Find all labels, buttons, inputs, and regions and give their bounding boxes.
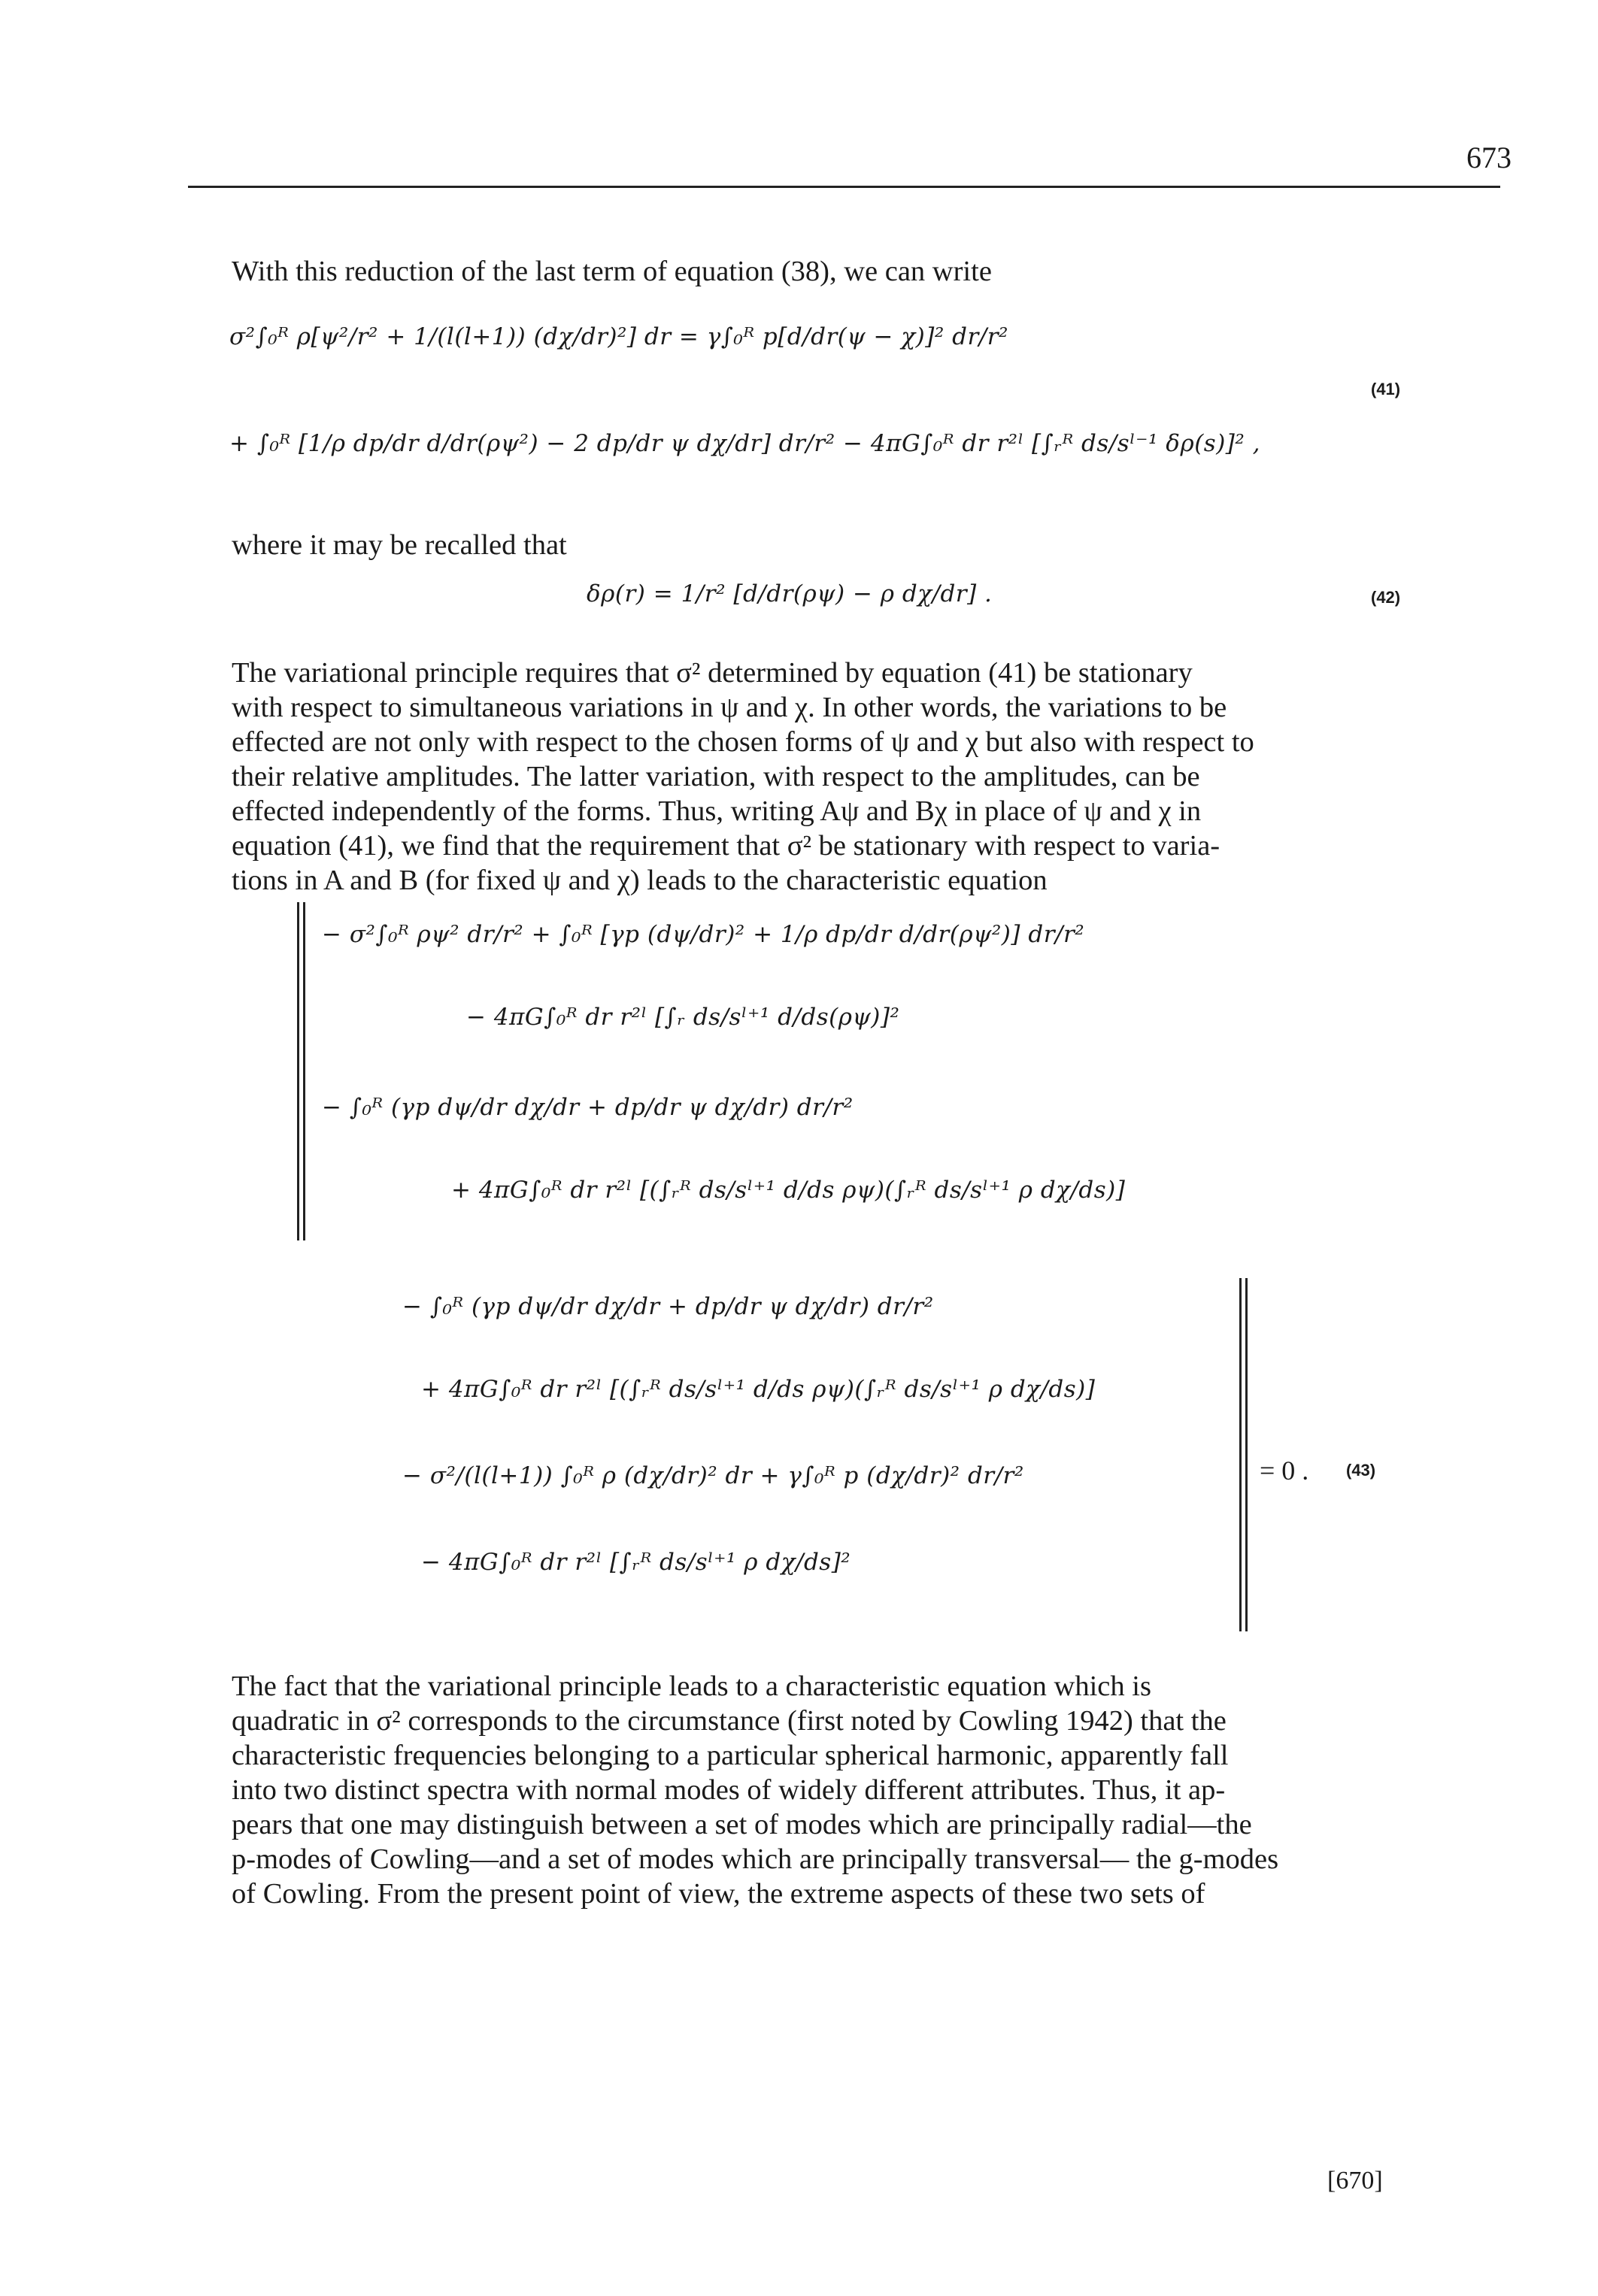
equation-43-equals-zero: = 0 . [1260, 1455, 1309, 1486]
paragraph-line: equation (41), we find that the requirement that σ² be stationary with respect to varia- [232, 830, 1220, 862]
paragraph-line: The variational principle requires that σ² determined by equation (41) be stationary [232, 657, 1193, 689]
paragraph-line: characteristic frequencies belonging to a particular spherical harmonic, apparently fall [232, 1740, 1229, 1771]
equation-43-number: (43) [1346, 1461, 1376, 1480]
paragraph-cowling-modes [232, 1669, 1382, 1911]
equation-43-element-21-cont: + 4πG∫₀ᴿ dr r²ˡ [(∫ᵣᴿ ds/sˡ⁺¹ d/ds ρψ)(∫ᵣᴿ ds/sˡ⁺¹ ρ dχ/ds)] [421, 1376, 1096, 1403]
paragraph-line: tions in A and B (for fixed ψ and χ) leads to the characteristic equation [232, 865, 1048, 896]
paragraph-line: into two distinct spectra with normal modes of widely different attributes. Thus, it ap- [232, 1774, 1226, 1806]
paragraph-line: quadratic in σ² corresponds to the circumstance (first noted by Cowling 1942) that the [232, 1705, 1227, 1737]
equation-43-element-22: − σ²/(l(l+1)) ∫₀ᴿ ρ (dχ/dr)² dr + γ∫₀ᴿ p (dχ/dr)² dr/r² [402, 1462, 1024, 1489]
page-number: 673 [1466, 141, 1512, 174]
paragraph-line: effected are not only with respect to the chosen forms of ψ and χ but also with respect to [232, 726, 1254, 758]
equation-42: δρ(r) = 1/r² [d/dr(ρψ) − ρ dχ/dr] . [587, 580, 993, 607]
equation-43-element-22-cont: − 4πG∫₀ᴿ dr r²ˡ [∫ᵣᴿ ds/sˡ⁺¹ ρ dχ/ds]² [421, 1549, 851, 1576]
equation-43-element-11: − σ²∫₀ᴿ ρψ² dr/r² + ∫₀ᴿ [γp (dψ/dr)² + 1/ρ dp/dr d/dr(ρψ²)] dr/r² [322, 921, 1085, 948]
paragraph-line: of Cowling. From the present point of view, the extreme aspects of these two sets of [232, 1878, 1205, 1910]
paragraph-variational-principle [232, 656, 1382, 898]
paragraph-line: p-modes of Cowling—and a set of modes which are principally transversal— the g-modes [232, 1843, 1279, 1875]
paragraph-line: The fact that the variational principle leads to a characteristic equation which is [232, 1671, 1151, 1702]
equation-42-number: (42) [1371, 588, 1401, 607]
footer-page-reference: [670] [1327, 2167, 1383, 2195]
paragraph-line: pears that one may distinguish between a set of modes which are principally radial—the [232, 1809, 1252, 1840]
equation-43-element-12: − ∫₀ᴿ (γp dψ/dr dχ/dr + dp/dr ψ dχ/dr) dr/r² [322, 1094, 854, 1121]
intro-text: With this reduction of the last term of equation (38), we can write [232, 256, 992, 287]
determinant-left-bar [297, 902, 299, 1240]
determinant-left-bar [303, 902, 305, 1240]
paragraph-line: their relative amplitudes. The latter variation, with respect to the amplitudes, can be [232, 761, 1200, 792]
equation-43-element-11-cont: − 4πG∫₀ᴿ dr r²ˡ [∫ᵣ ds/sˡ⁺¹ d/ds(ρψ)]² [466, 1004, 900, 1031]
equation-41-line-2: + ∫₀ᴿ [1/ρ dp/dr d/dr(ρψ²) − 2 dp/dr ψ dχ/dr] dr/r² − 4πG∫₀ᴿ dr r²ˡ [∫ᵣᴿ ds/sˡ⁻¹ δρ(s)]² , [229, 430, 1261, 457]
header-rule [188, 186, 1500, 188]
equation-41-number: (41) [1371, 380, 1401, 398]
paragraph-line: with respect to simultaneous variations in ψ and χ. In other words, the variations to be [232, 692, 1227, 723]
determinant-right-bar [1239, 1278, 1242, 1631]
recall-text: where it may be recalled that [232, 529, 567, 561]
equation-41-line-1: σ²∫₀ᴿ ρ[ψ²/r² + 1/(l(l+1)) (dχ/dr)²] dr = γ∫₀ᴿ p[d/dr(ψ − χ)]² dr/r² [229, 323, 1008, 350]
determinant-right-bar [1245, 1278, 1248, 1631]
equation-43-element-21: − ∫₀ᴿ (γp dψ/dr dχ/dr + dp/dr ψ dχ/dr) dr/r² [402, 1293, 934, 1320]
paragraph-line: effected independently of the forms. Thus, writing Aψ and Bχ in place of ψ and χ in [232, 795, 1202, 827]
equation-43-element-12-cont: + 4πG∫₀ᴿ dr r²ˡ [(∫ᵣᴿ ds/sˡ⁺¹ d/ds ρψ)(∫ᵣᴿ ds/sˡ⁺¹ ρ dχ/ds)] [451, 1177, 1126, 1204]
